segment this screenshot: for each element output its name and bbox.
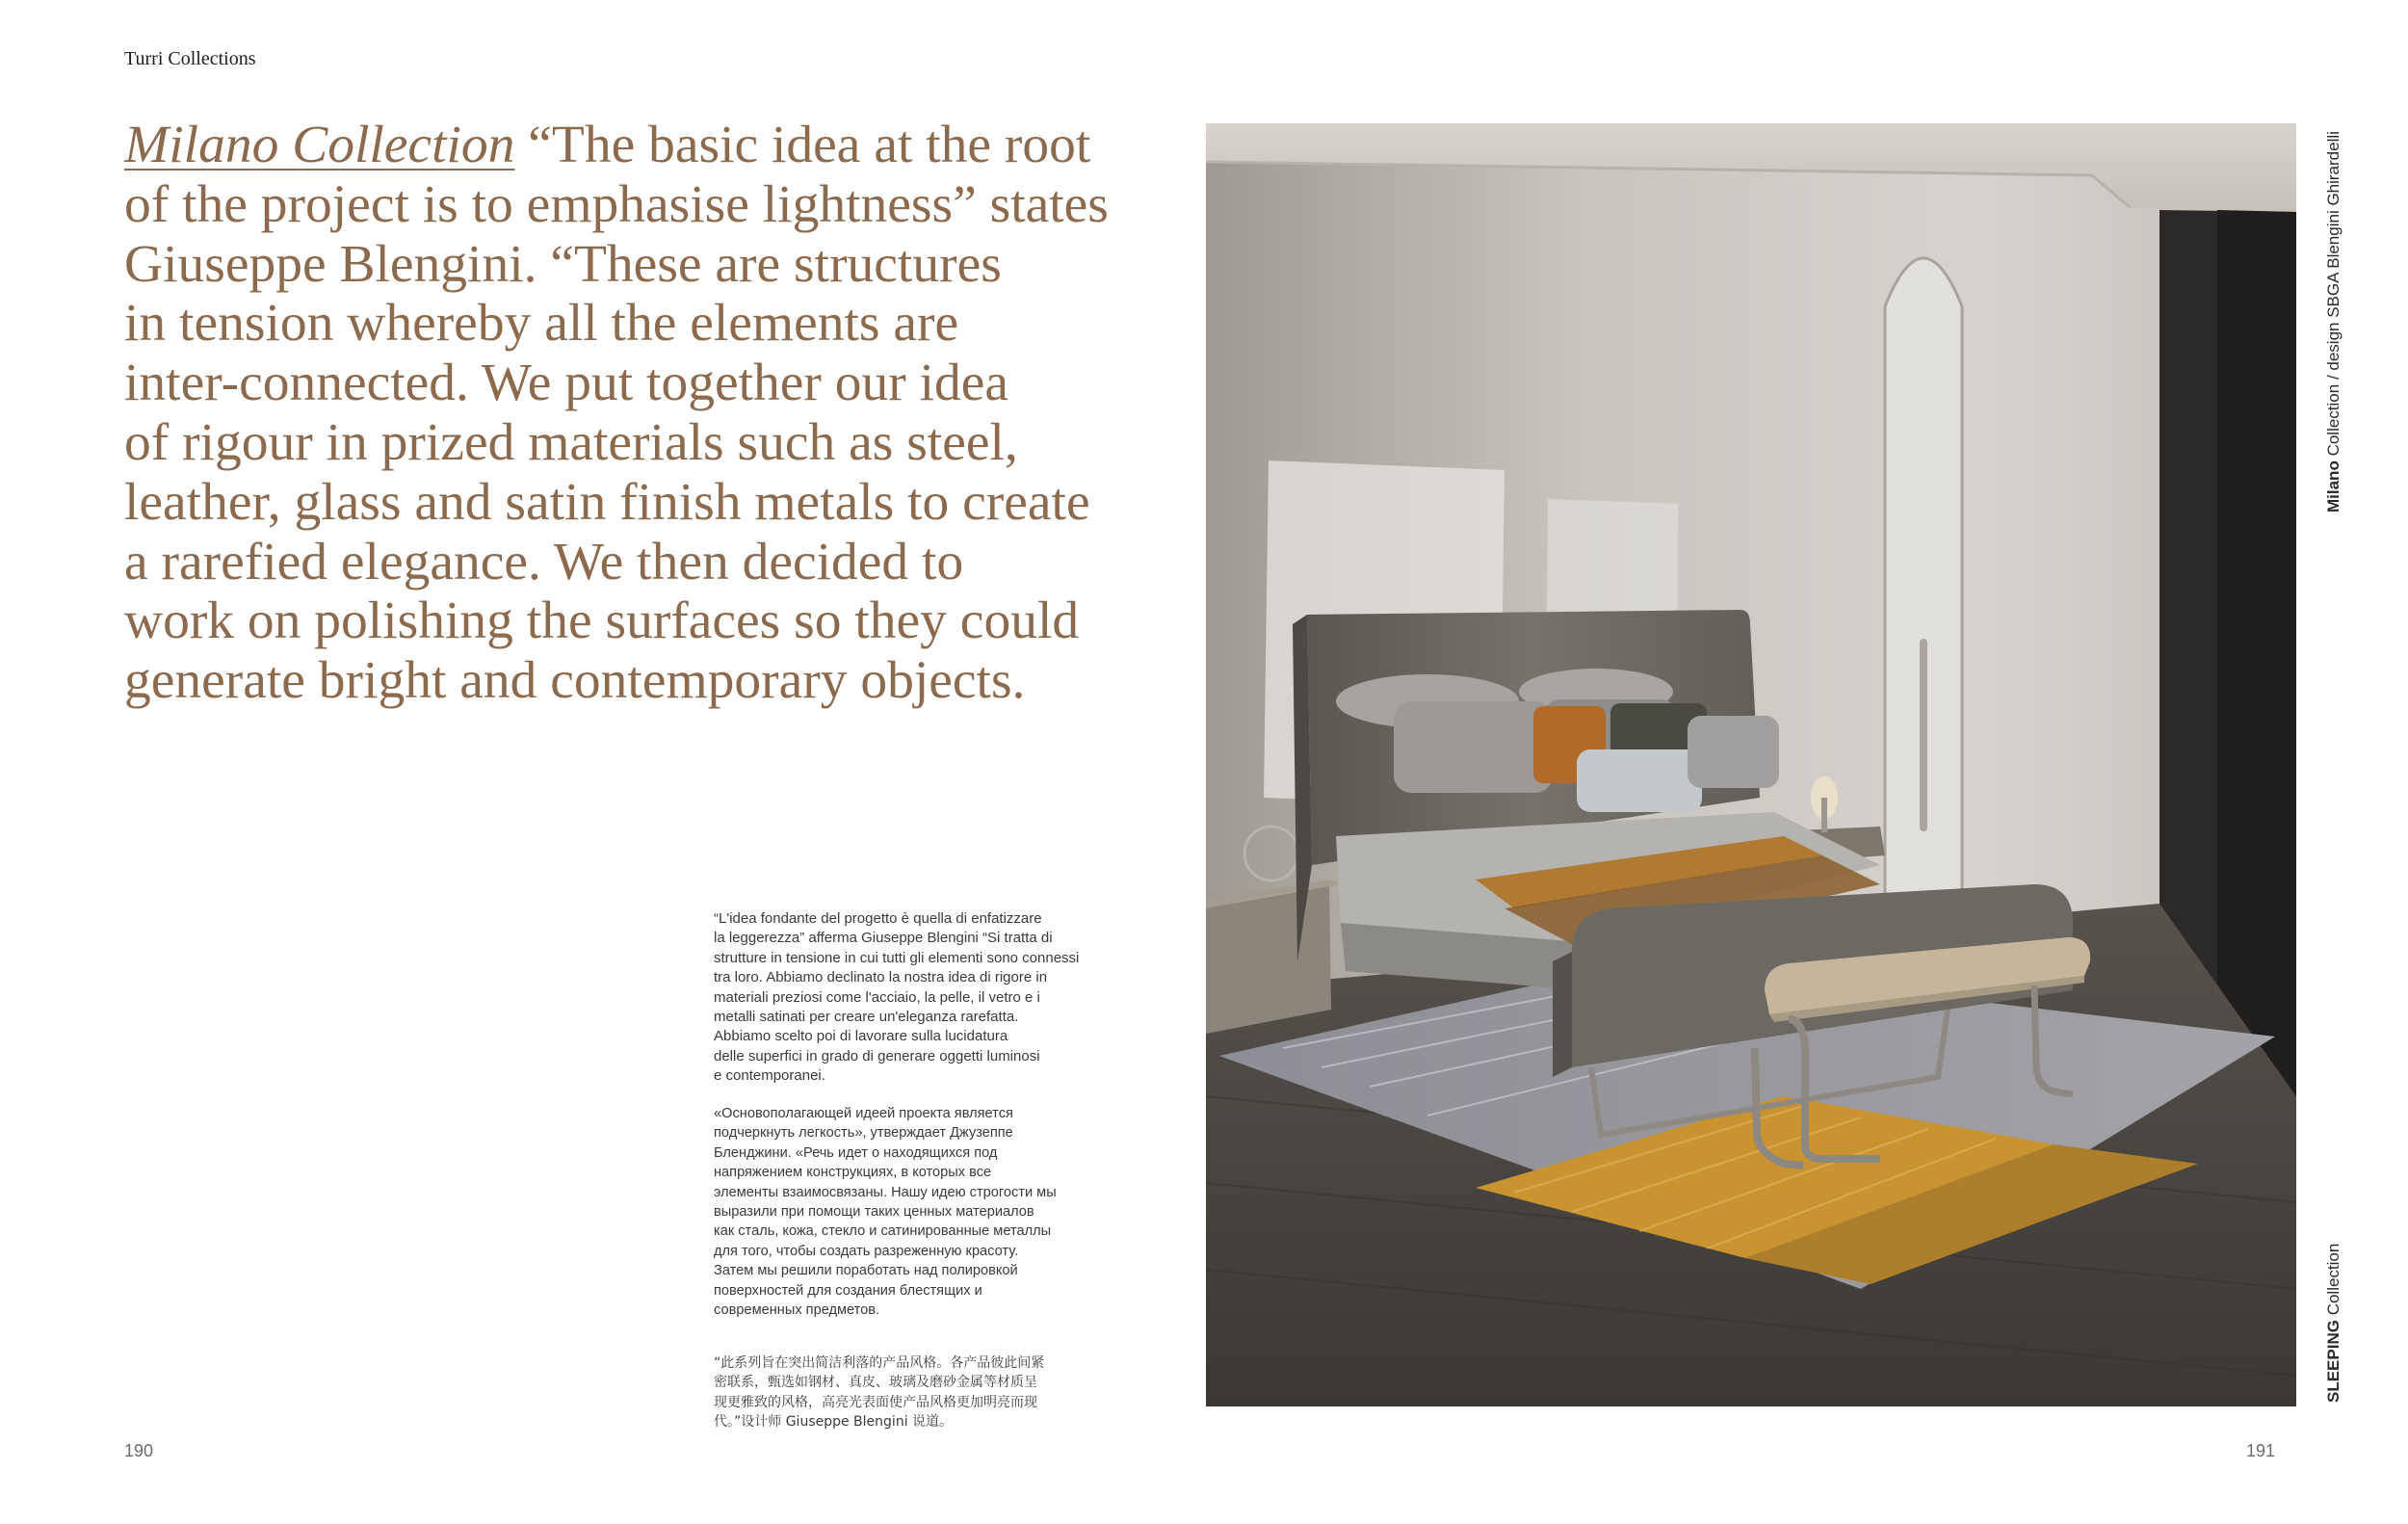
russian-line: Бленджини. «Речь идет о находящихся под (714, 1144, 998, 1161)
chinese-line: “此系列旨在突出简洁利落的产品风格。各产品彼此间紧 (714, 1355, 1045, 1371)
quote-line: of rigour in prized materials such as steel, (124, 412, 1018, 472)
chinese-line: 密联系，甄选如钢材、真皮、玻璃及磨砂金属等材质呈 (714, 1375, 1037, 1391)
russian-line: для того, чтобы создать разреженную красоту. (714, 1243, 1019, 1259)
chinese-line: 现更雅致的风格，高亮光表面使产品风格更加明亮而现 (714, 1394, 1037, 1410)
caption-section-suffix: Collection (2324, 1243, 2343, 1321)
quote-line: leather, glass and satin finish metals to create (124, 472, 1090, 532)
quote-line: Giuseppe Blengini. “These are structures (124, 234, 1002, 294)
quote-line-1 (124, 116, 1222, 175)
italian-line: la leggerezza” afferma Giuseppe Blengini “Si tratta di (714, 930, 1053, 947)
caption-design-credit: Collection / design SBGA Blengini Ghirardelli (2324, 131, 2343, 461)
quote-line: generate bright and contemporary objects. (124, 651, 1026, 711)
russian-line: подчеркнуть легкость», утверждает Джузеппе (714, 1125, 1013, 1142)
quote-line-1-rest: “The basic idea at the root (514, 116, 1091, 174)
russian-line: поверхностей для создания блестящих и (714, 1282, 982, 1299)
quote-line: inter-connected. We put together our idea (124, 354, 1009, 413)
caption-section-name: SLEEPING (2324, 1320, 2343, 1403)
chinese-line: 代。”设计师 Giuseppe Blengini 说道。 (714, 1414, 954, 1431)
section-caption (2324, 1244, 2343, 1403)
page-number-right: 191 (2246, 1441, 2276, 1460)
russian-paragraph (714, 1104, 1118, 1320)
italian-line: e contemporanei. (714, 1067, 825, 1085)
italian-line: tra loro. Abbiamo declinato la nostra idea di rigore in (714, 969, 1048, 986)
collection-name: Milano Collection (124, 116, 515, 174)
russian-line: напряжением конструкциях, в которых все (714, 1165, 992, 1181)
caption-collection-name: Milano (2324, 460, 2343, 512)
italian-line: “L'idea fondante del progetto è quella di enfatizzare (714, 910, 1042, 927)
brand-header: Turri Collections (124, 48, 256, 69)
russian-line: Затем мы решили поработать над полировкой (714, 1263, 1018, 1279)
photo-credit-caption (2324, 131, 2343, 512)
bedroom-photo (1206, 123, 2296, 1406)
quote-line: in tension whereby all the elements are (124, 294, 959, 354)
italian-line: materiali preziosi come l'acciaio, la pelle, il vetro e i (714, 988, 1040, 1006)
italian-line: metalli satinati per creare un'eleganza rarefatta. (714, 1009, 1019, 1026)
quote-line: work on polishing the surfaces so they could (124, 591, 1080, 651)
chinese-paragraph (714, 1353, 1118, 1432)
italian-line: Abbiamo scelto poi di lavorare sulla lucidatura (714, 1028, 1008, 1045)
russian-line: современных предметов. (714, 1302, 880, 1319)
pull-quote (124, 116, 1222, 711)
russian-line: как сталь, кожа, стекло и сатинированные металлы (714, 1223, 1052, 1240)
italian-line: strutture in tensione in cui tutti gli elementi sono connessi (714, 949, 1080, 966)
quote-line: of the project is to emphasise lightness” states (124, 174, 1109, 234)
italian-paragraph (714, 909, 1118, 1087)
italian-line: delle superfici in grado di generare oggetti luminosi (714, 1047, 1040, 1064)
russian-line: элементы взаимосвязаны. Нашу идею строгости мы (714, 1184, 1057, 1200)
page-number-left: 190 (124, 1441, 154, 1460)
russian-line: выразили при помощи таких ценных материалов (714, 1204, 1034, 1221)
russian-line: «Основополагающей идеей проекта является (714, 1106, 1013, 1121)
quote-line: a rarefied elegance. We then decided to (124, 532, 964, 591)
